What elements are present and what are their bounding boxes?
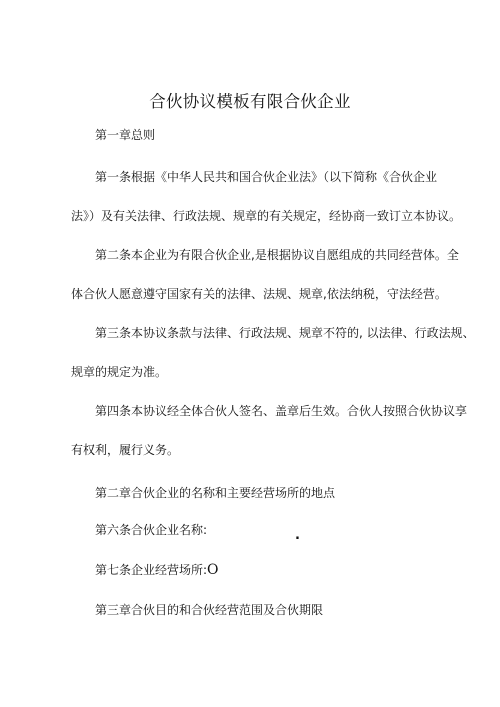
article-6-line: 第六条合伙企业名称: — [95, 523, 208, 537]
document-title: 合伙协议模板有限合伙企业 — [149, 92, 351, 111]
article-2-line-2: 体合伙人愿意遵守国家有关的法律、法规、规章,依法纳税，守法经营。 — [71, 287, 447, 301]
place-value: O — [207, 562, 219, 578]
chapter-1-heading: 第一章总则 — [95, 128, 156, 142]
article-7-line — [95, 563, 219, 577]
article-3-line-2: 规章的规定为准。 — [71, 365, 168, 379]
article-4-line-1: 第四条本协议经全体合伙人签名、盖章后生效。合伙人按照合伙协议享 — [95, 404, 468, 418]
article-2-line-1: 第二条本企业为有限合伙企业,是根据协议自愿组成的共同经营体。全 — [95, 248, 459, 262]
chapter-3-heading: 第三章合伙目的和合伙经营范围及合伙期限 — [95, 603, 324, 617]
article-1-line-1: 第一条根据《中华人民共和国合伙企业法》（以下简称《合伙企业 — [95, 170, 438, 184]
article-4-line-2: 有权利，履行义务。 — [71, 443, 180, 457]
article-1-line-2: 法》）及有关法律、行政法规、规章的有关规定，经协商一致订立本协议。 — [71, 209, 462, 223]
blank-mark: . — [295, 528, 300, 543]
chapter-2-heading: 第二章合伙企业的名称和主要经营场所的地点 — [95, 486, 336, 500]
article-7-label: 第七条企业经营场所: — [95, 563, 208, 577]
article-3-line-1: 第三条本协议条款与法律、行政法规、规章不符的, 以法律、行政法规、 — [95, 326, 475, 340]
